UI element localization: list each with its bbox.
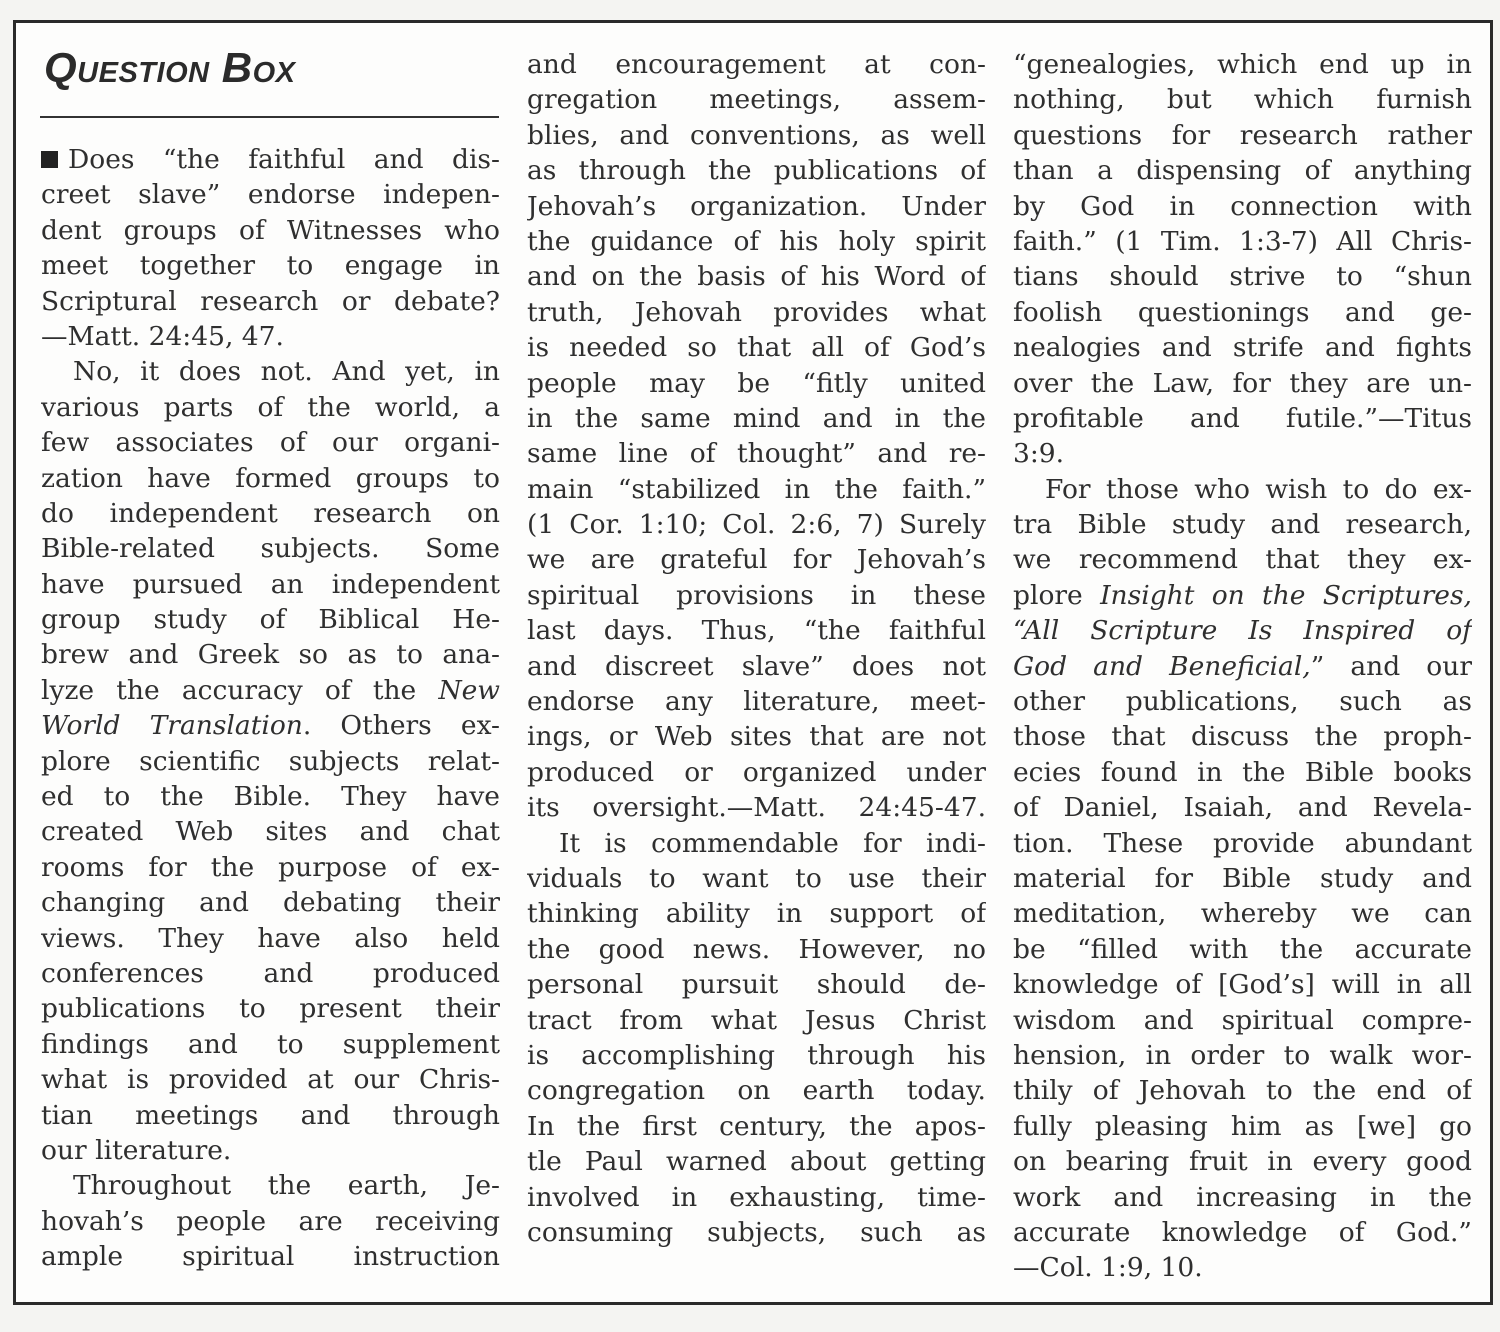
text-line <box>527 542 986 577</box>
question-line: Does “the faithful and dis- <box>41 142 500 177</box>
line-text: publications to present their <box>41 993 500 1025</box>
line-text: views. They have also held <box>41 922 500 954</box>
text-line <box>527 259 986 294</box>
line-text: as through the publications of <box>527 155 986 187</box>
line-text: created Web sites and chat <box>41 816 500 848</box>
line-text: than a dispensing of anything <box>1013 155 1472 187</box>
text-line <box>527 578 986 613</box>
text-line <box>1013 401 1472 436</box>
line-text: endorse any literature, meet- <box>527 686 986 718</box>
text-line <box>41 708 500 743</box>
text-line <box>1013 1003 1472 1038</box>
text-line <box>1013 366 1472 401</box>
text-line <box>1013 826 1472 861</box>
question-line: Scriptural research or debate? <box>41 285 500 317</box>
line-text: congregation on earth today. <box>527 1075 986 1107</box>
line-text: do independent research on <box>41 497 500 529</box>
column-1 <box>41 142 500 1275</box>
question-line: dent groups of Witnesses who <box>41 214 500 246</box>
text-line <box>1013 507 1472 542</box>
line-text: we recommend that they ex- <box>1013 544 1472 576</box>
publication-title: God and Beneficial, <box>1013 650 1311 682</box>
line-text: few associates of our organi- <box>41 427 500 459</box>
line-text: group study of Biblical He- <box>41 604 500 636</box>
text-line <box>527 967 986 1002</box>
text-line <box>41 1027 500 1062</box>
line-text: and on the basis of his Word of <box>527 261 986 293</box>
section-title: Question Box <box>44 44 296 91</box>
line-text: produced or organized under <box>527 756 986 788</box>
text-line <box>527 826 986 861</box>
text-line <box>1013 1144 1472 1179</box>
line-text: ecies found in the Bible books <box>1013 756 1472 788</box>
line-text: questions for research rather <box>1013 119 1472 151</box>
text-line <box>1013 1250 1472 1285</box>
text-line <box>1013 1180 1472 1215</box>
line-text: plore scientific subjects relat- <box>41 745 500 777</box>
text-line <box>1013 118 1472 153</box>
line-text: foolish questionings and ge- <box>1013 296 1472 328</box>
text-line <box>527 330 986 365</box>
line-text: its oversight.—Matt. 24:45-47. <box>527 792 986 824</box>
line-text: of Daniel, Isaiah, and Revela- <box>1013 792 1472 824</box>
line-text: . Others ex- <box>302 710 500 742</box>
text-line <box>527 295 986 330</box>
line-text: ample spiritual instruction <box>41 1241 500 1273</box>
line-text: and encouragement at con- <box>527 49 986 80</box>
text-line <box>1013 472 1472 507</box>
text-line <box>41 1168 500 1203</box>
column-3 <box>1013 47 1472 1286</box>
text-line <box>527 932 986 967</box>
line-text: various parts of the world, a <box>41 391 500 423</box>
line-text: gregation meetings, assem- <box>527 84 986 116</box>
text-line <box>527 1144 986 1179</box>
line-text: viduals to want to use their <box>527 862 986 894</box>
line-text: other publications, such as <box>1013 686 1472 718</box>
line-text: tian meetings and through <box>41 1099 500 1131</box>
text-line <box>1013 649 1472 684</box>
text-line <box>1013 861 1472 896</box>
line-text: rooms for the purpose of ex- <box>41 851 500 883</box>
line-text: tion. These provide abundant <box>1013 827 1472 859</box>
text-line <box>1013 684 1472 719</box>
publication-title: World Translation <box>41 710 303 742</box>
text-line <box>41 744 500 779</box>
line-text: tract from what Jesus Christ <box>527 1004 986 1036</box>
column-2 <box>527 47 986 1250</box>
line-text: same line of thought” and re- <box>527 438 986 470</box>
text-line <box>41 921 500 956</box>
text-line <box>1013 755 1472 790</box>
text-line <box>41 779 500 814</box>
line-text: brew and Greek so as to ana- <box>41 639 500 671</box>
line-text: involved in exhausting, time- <box>527 1181 986 1213</box>
line-text: ” and our <box>1310 650 1472 682</box>
text-line <box>1013 932 1472 967</box>
line-text: It is commendable for indi- <box>559 827 986 859</box>
text-line <box>527 436 986 471</box>
line-text: our literature. <box>41 1134 232 1166</box>
text-line <box>1013 295 1472 330</box>
publication-title: “All Scripture Is Inspired of <box>1013 615 1472 647</box>
text-line <box>1013 153 1472 188</box>
text-line <box>41 1239 500 1274</box>
text-line <box>1013 224 1472 259</box>
line-text: personal pursuit should de- <box>527 969 986 1001</box>
text-line <box>527 472 986 507</box>
line-text: truth, Jehovah provides what <box>527 296 986 328</box>
text-line <box>1013 82 1472 117</box>
text-line <box>527 896 986 931</box>
line-text: by God in connection with <box>1013 190 1472 222</box>
text-line <box>1013 47 1472 82</box>
text-line <box>41 850 500 885</box>
text-line <box>41 602 500 637</box>
text-line <box>41 885 500 920</box>
line-text: on bearing fruit in every good <box>1013 1146 1472 1178</box>
line-text: is needed so that all of God’s <box>527 332 986 364</box>
line-text: be “filled with the accurate <box>1013 933 1472 965</box>
line-text: the good news. However, no <box>527 933 986 965</box>
text-line <box>41 1098 500 1133</box>
text-line <box>1013 790 1472 825</box>
line-text: No, it does not. And yet, in <box>73 356 500 388</box>
line-text: findings and to supplement <box>41 1028 500 1060</box>
text-line <box>1013 1109 1472 1144</box>
line-text: (1 Cor. 1:10; Col. 2:6, 7) Surely <box>527 509 986 541</box>
text-line <box>1013 719 1472 754</box>
text-line <box>1013 1073 1472 1108</box>
text-line <box>41 1133 500 1168</box>
text-line <box>527 1073 986 1108</box>
publication-title: Insight on the Scriptures, <box>1100 579 1472 611</box>
bullet-square-icon <box>41 151 58 168</box>
text-line <box>41 814 500 849</box>
line-text: what is provided at our Chris- <box>41 1064 500 1096</box>
text-line <box>527 189 986 224</box>
text-line <box>1013 436 1472 471</box>
text-line <box>527 82 986 117</box>
line-text: the guidance of his holy spirit <box>527 225 986 257</box>
text-line <box>527 1003 986 1038</box>
line-text: is accomplishing through his <box>527 1039 986 1071</box>
text-line <box>41 637 500 672</box>
line-text: fully pleasing him as [we] go <box>1013 1110 1472 1142</box>
line-text: changing and debating their <box>41 887 500 919</box>
text-line <box>41 531 500 566</box>
line-text: lyze the accuracy of the <box>41 674 439 706</box>
text-line <box>527 790 986 825</box>
text-line <box>527 719 986 754</box>
line-text: main “stabilized in the faith.” <box>527 473 986 505</box>
line-text: thily of Jehovah to the end of <box>1013 1075 1472 1107</box>
line-text: Bible-related subjects. Some <box>41 533 500 565</box>
text-line <box>527 507 986 542</box>
line-text: consuming subjects, such as <box>527 1216 986 1248</box>
question-line: meet together to engage in <box>41 250 500 282</box>
line-text: last days. Thus, “the faithful <box>527 615 986 647</box>
line-text: In the first century, the apos- <box>527 1110 986 1142</box>
line-text: wisdom and spiritual compre- <box>1013 1004 1472 1036</box>
line-text: 3:9. <box>1013 438 1065 470</box>
line-text: and discreet slave” does not <box>527 650 986 682</box>
column-1-body <box>41 354 500 1274</box>
text-line <box>41 354 500 389</box>
line-text: accurate knowledge of God.” <box>1013 1216 1472 1248</box>
line-text: tle Paul warned about getting <box>527 1146 986 1178</box>
line-text: have pursued an independent <box>41 568 500 600</box>
text-line <box>527 613 986 648</box>
line-text: meditation, whereby we can <box>1013 898 1472 930</box>
line-text: over the Law, for they are un- <box>1013 367 1472 399</box>
text-line <box>41 673 500 708</box>
line-text: ings, or Web sites that are not <box>527 721 986 753</box>
text-line <box>1013 1215 1472 1250</box>
line-text: thinking ability in support of <box>527 898 986 930</box>
question-line: —Matt. 24:45, 47. <box>41 320 284 352</box>
line-text: profitable and futile.”—Titus <box>1013 402 1472 434</box>
text-line <box>1013 967 1472 1002</box>
text-line <box>527 366 986 401</box>
line-text: knowledge of [God’s] will in all <box>1013 969 1472 1001</box>
text-line <box>41 567 500 602</box>
line-text: zation have formed groups to <box>41 462 500 494</box>
text-line <box>1013 578 1472 613</box>
line-text: work and increasing in the <box>1013 1181 1472 1213</box>
text-line <box>527 755 986 790</box>
title-divider <box>40 116 499 118</box>
line-text: plore <box>1013 579 1101 611</box>
text-line <box>1013 189 1472 224</box>
question-line: creet slave” endorse indepen- <box>41 179 500 211</box>
text-line <box>41 956 500 991</box>
text-line <box>41 1062 500 1097</box>
text-line <box>527 1109 986 1144</box>
text-line <box>41 1204 500 1239</box>
text-line <box>41 461 500 496</box>
line-text: Jehovah’s organization. Under <box>527 190 986 222</box>
line-text: —Col. 1:9, 10. <box>1013 1252 1203 1284</box>
text-line <box>527 224 986 259</box>
text-line <box>1013 896 1472 931</box>
text-line <box>527 1180 986 1215</box>
line-text: Throughout the earth, Je- <box>73 1170 500 1202</box>
line-text: conferences and produced <box>41 957 500 989</box>
text-line <box>527 861 986 896</box>
text-line <box>527 118 986 153</box>
publication-title: New <box>438 674 500 706</box>
line-text: we are grateful for Jehovah’s <box>527 544 986 576</box>
text-line <box>527 684 986 719</box>
text-line <box>527 1215 986 1250</box>
line-text: tra Bible study and research, <box>1013 509 1472 541</box>
line-text: ed to the Bible. They have <box>41 781 500 813</box>
text-line <box>1013 330 1472 365</box>
text-line <box>527 401 986 436</box>
line-text: faith.” (1 Tim. 1:3-7) All Chris- <box>1013 225 1472 257</box>
text-line <box>1013 613 1472 648</box>
text-line <box>527 1038 986 1073</box>
line-text: material for Bible study and <box>1013 862 1472 894</box>
line-text: spiritual provisions in these <box>527 579 986 611</box>
line-text: those that discuss the proph- <box>1013 721 1472 753</box>
line-text: “genealogies, which end up in <box>1013 49 1472 80</box>
text-line <box>41 991 500 1026</box>
text-line <box>527 47 986 82</box>
line-text: blies, and conventions, as well <box>527 119 986 151</box>
text-line <box>41 496 500 531</box>
line-text: tians should strive to “shun <box>1013 261 1472 293</box>
text-line <box>41 390 500 425</box>
line-text: in the same mind and in the <box>527 402 986 434</box>
line-text: nothing, but which furnish <box>1013 84 1472 116</box>
line-text: For those who wish to do ex- <box>1045 473 1472 505</box>
line-text: people may be “fitly united <box>527 367 986 399</box>
text-line <box>41 425 500 460</box>
line-text: hovah’s people are receiving <box>41 1205 500 1237</box>
line-text: hension, in order to walk wor- <box>1013 1039 1472 1071</box>
text-line <box>527 153 986 188</box>
text-line <box>1013 1038 1472 1073</box>
text-line <box>1013 542 1472 577</box>
text-line <box>1013 259 1472 294</box>
question-block <box>41 142 500 354</box>
line-text: nealogies and strife and fights <box>1013 332 1472 364</box>
text-line <box>527 649 986 684</box>
